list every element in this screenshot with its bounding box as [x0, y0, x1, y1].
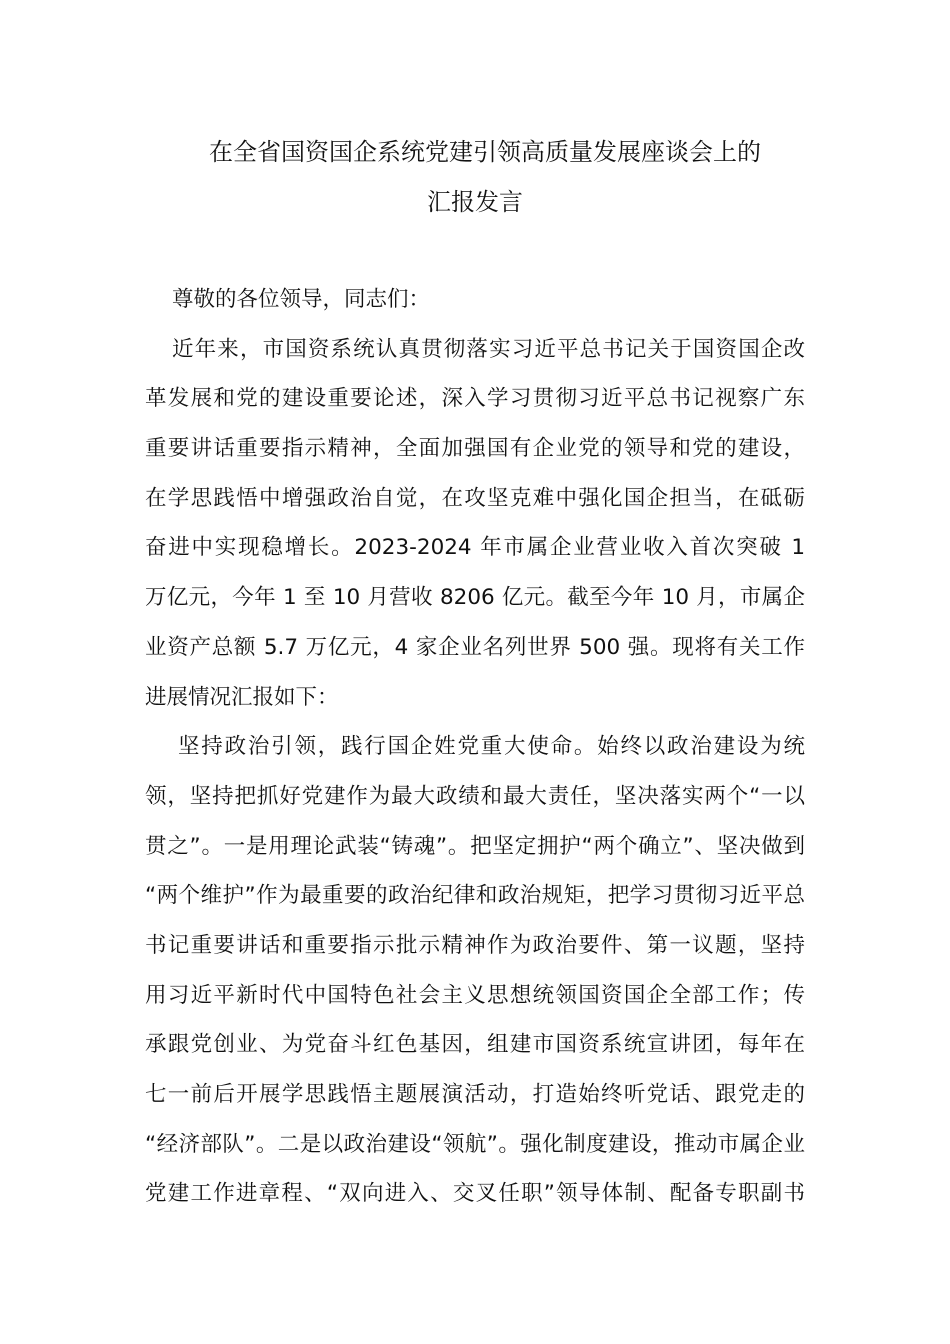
paragraph-line: 七一前后开展学思践悟主题展演活动，打造始终听党话、跟党走的 — [145, 1082, 805, 1107]
paragraph-line: 万亿元，今年 1 至 10 月营收 8206 亿元。截至今年 10 月，市属企 — [145, 585, 805, 611]
paragraph-line: 在学思践悟中增强政治自觉，在攻坚克难中强化国企担当，在砥砺 — [145, 485, 805, 511]
paragraph-line: 重要讲话重要指示精神，全面加强国有企业党的领导和党的建设， — [145, 436, 805, 462]
paragraph-line: 领，坚持把抓好党建作为最大政绩和最大责任，坚决落实两个“一以 — [145, 783, 805, 809]
salutation: 尊敬的各位领导，同志们： — [172, 287, 431, 312]
paragraph-line: 业资产总额 5.7 万亿元，4 家企业名列世界 500 强。现将有关工作 — [145, 634, 805, 660]
paragraph-line: 用习近平新时代中国特色社会主义思想统领国资国企全部工作；传 — [145, 982, 805, 1008]
document-title-line-2: 汇报发言 — [427, 188, 523, 216]
paragraph-line: 贯之”。一是用理论武装“铸魂”。把坚定拥护“两个确立”、坚决做到 — [145, 833, 805, 859]
paragraph-line: “两个维护”作为最重要的政治纪律和政治规矩，把学习贯彻习近平总 — [145, 883, 805, 909]
paragraph-line: 进展情况汇报如下： — [145, 684, 339, 710]
paragraph-line: 革发展和党的建设重要论述，深入学习贯彻习近平总书记视察广东 — [145, 386, 805, 412]
paragraph-line: “经济部队”。二是以政治建设“领航”。强化制度建设，推动市属企业 — [145, 1131, 805, 1157]
paragraph-line: 承跟党创业、为党奋斗红色基因，组建市国资系统宣讲团，每年在 — [145, 1032, 805, 1058]
paragraph-line: 近年来，市国资系统认真贯彻落实习近平总书记关于国资国企改 — [172, 336, 805, 362]
paragraph-line: 奋进中实现稳增长。2023-2024 年市属企业营业收入首次突破 1 — [145, 535, 805, 561]
paragraph-line: 党建工作进章程、“双向进入、交叉任职”领导体制、配备专职副书 — [145, 1181, 805, 1207]
document-body — [145, 283, 805, 1227]
paragraph-2 — [145, 730, 805, 1227]
document-title-line-1: 在全省国资国企系统党建引领高质量发展座谈会上的 — [209, 138, 761, 166]
paragraph-1 — [145, 333, 805, 731]
paragraph-line: 坚持政治引领，践行国企姓党重大使命。始终以政治建设为统 — [178, 734, 805, 760]
paragraph-line: 书记重要讲话和重要指示批示精神作为政治要件、第一议题，坚持 — [145, 932, 805, 958]
